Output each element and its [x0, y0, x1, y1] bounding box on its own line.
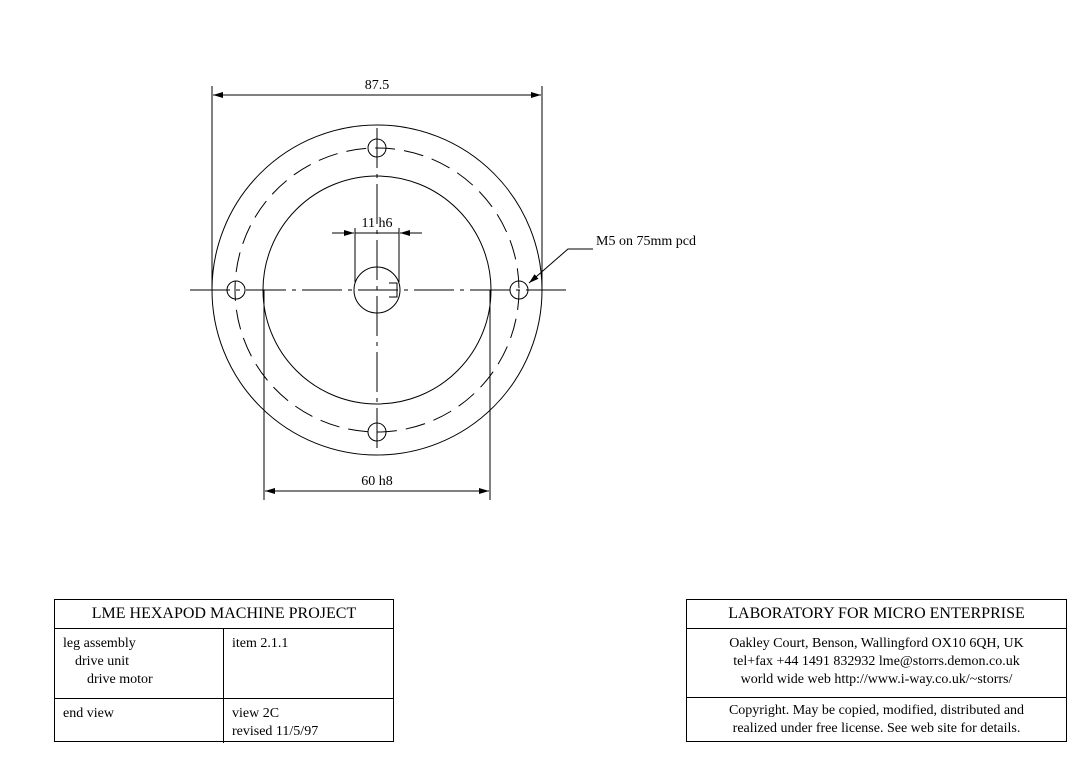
callout-leader: [529, 249, 593, 283]
item-number: item 2.1.1: [232, 636, 289, 651]
subassembly-line: drive unit: [75, 654, 130, 669]
project-title: LME HEXAPOD MACHINE PROJECT: [55, 600, 393, 629]
organisation-contact: tel+fax +44 1491 832932 lme@storrs.demon.co.uk: [733, 654, 1020, 669]
organisation-name: LABORATORY FOR MICRO ENTERPRISE: [687, 600, 1066, 629]
view-name: end view: [63, 706, 114, 721]
organisation-address: Oakley Court, Benson, Wallingford OX10 6QH, UK: [729, 636, 1024, 651]
copyright-line-1: Copyright. May be copied, modified, distributed and: [728, 703, 1025, 718]
copyright-line-2: realized under free license. See web site for details.: [732, 721, 1021, 736]
mounting-hole-callout: M5 on 75mm pcd: [596, 234, 696, 249]
shaft-diameter-label: 11 h6: [361, 216, 393, 231]
view-code: view 2C: [232, 706, 280, 721]
revision-date: revised 11/5/97: [232, 724, 319, 739]
assembly-line: leg assembly: [63, 636, 136, 651]
spigot-diameter-label: 60 h8: [361, 474, 393, 489]
organisation-title-block: [686, 599, 1067, 742]
organisation-website: world wide web http://www.i-way.co.uk/~storrs/: [740, 672, 1013, 687]
outer-diameter-label: 87.5: [364, 78, 390, 93]
project-title-block: [54, 599, 394, 742]
part-line: drive motor: [87, 672, 153, 687]
